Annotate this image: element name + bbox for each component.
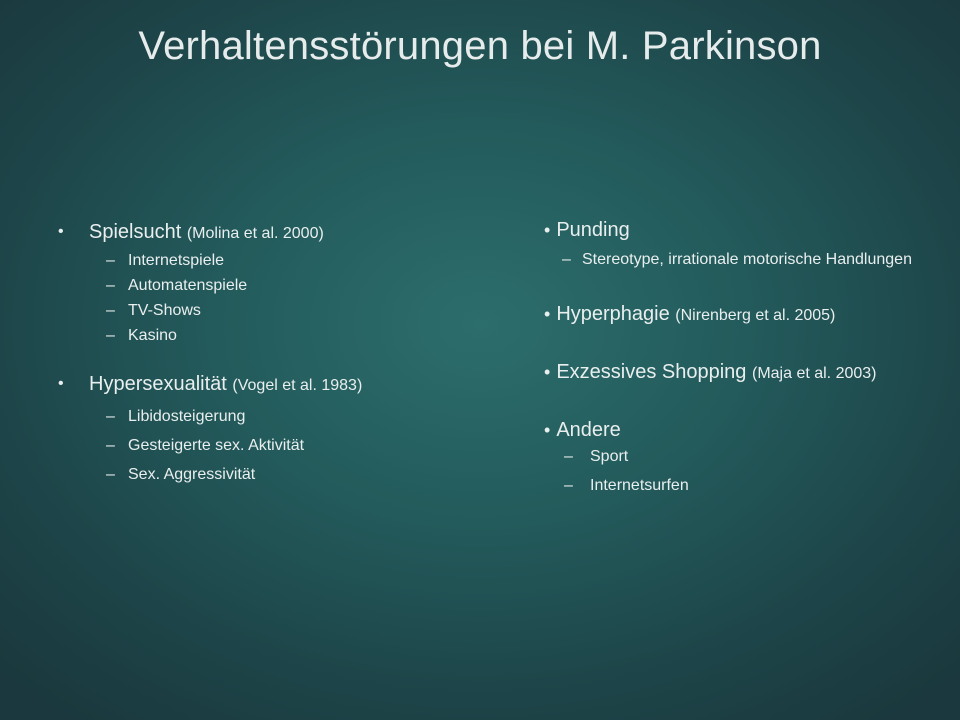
sub-item-label: Automatenspiele [128, 277, 248, 294]
item-heading: Exzessives Shopping [556, 361, 747, 383]
sub-item-label: Internetsurfen [590, 477, 689, 494]
bullet-item-punding [544, 218, 934, 270]
bullet-item-hyperphagie [544, 302, 934, 328]
bullet-glyph: • [544, 220, 551, 240]
sub-item-label: Gesteigerte sex. Aktivität [128, 437, 305, 454]
dash-glyph: – [106, 437, 115, 454]
dash-glyph: – [106, 277, 115, 294]
sub-item [544, 250, 934, 270]
bullet-item-exzessives-shopping [544, 360, 934, 386]
item-heading: Punding [556, 219, 630, 241]
dash-glyph: – [564, 477, 573, 494]
sub-item-label: Stereotype, irrationale motorische Handlungen [582, 251, 912, 268]
dash-glyph: – [106, 408, 115, 425]
sub-item [58, 251, 418, 271]
sub-list [58, 407, 418, 485]
left-column [58, 220, 418, 511]
right-column [544, 218, 934, 528]
dash-glyph: – [106, 327, 115, 344]
bullet-glyph: • [58, 375, 64, 392]
sub-item-label: Sex. Aggressivität [128, 466, 256, 483]
item-citation: (Molina et al. 2000) [186, 225, 324, 242]
bullet-glyph: • [544, 362, 551, 382]
sub-item [58, 301, 418, 321]
bullet-item-spielsucht [58, 220, 418, 346]
item-heading: Spielsucht [89, 221, 182, 243]
bullet-glyph: • [544, 304, 551, 324]
sub-item [58, 276, 418, 296]
sub-item-label: Libidosteigerung [128, 408, 246, 425]
sub-item [544, 447, 934, 467]
bullet-glyph: • [544, 420, 551, 440]
dash-glyph: – [106, 252, 115, 269]
bullet-item-andere [544, 418, 934, 496]
bullet-glyph: • [58, 223, 64, 240]
slide-title: Verhaltensstörungen bei M. Parkinson [138, 24, 822, 68]
dash-glyph: – [106, 302, 115, 319]
dash-glyph: – [564, 448, 573, 465]
item-heading: Andere [556, 419, 621, 441]
sub-item-label: Internetspiele [128, 252, 225, 269]
dash-glyph: – [562, 251, 571, 268]
sub-item-label: TV-Shows [128, 302, 201, 319]
sub-item [58, 465, 418, 485]
sub-list [58, 251, 418, 346]
sub-list [544, 447, 934, 496]
bullet-item-hypersexualitaet [58, 372, 418, 485]
sub-item [58, 326, 418, 346]
sub-list [544, 250, 934, 270]
item-heading: Hyperphagie [556, 303, 670, 325]
item-citation: (Vogel et al. 1983) [232, 377, 363, 394]
sub-item [58, 407, 418, 427]
sub-item-label: Sport [590, 448, 629, 465]
sub-item [544, 476, 934, 496]
item-citation: (Nirenberg et al. 2005) [675, 307, 836, 324]
item-heading: Hypersexualität [89, 373, 227, 395]
item-citation: (Maja et al. 2003) [751, 365, 877, 382]
sub-item [58, 436, 418, 456]
sub-item-label: Kasino [128, 327, 177, 344]
dash-glyph: – [106, 466, 115, 483]
